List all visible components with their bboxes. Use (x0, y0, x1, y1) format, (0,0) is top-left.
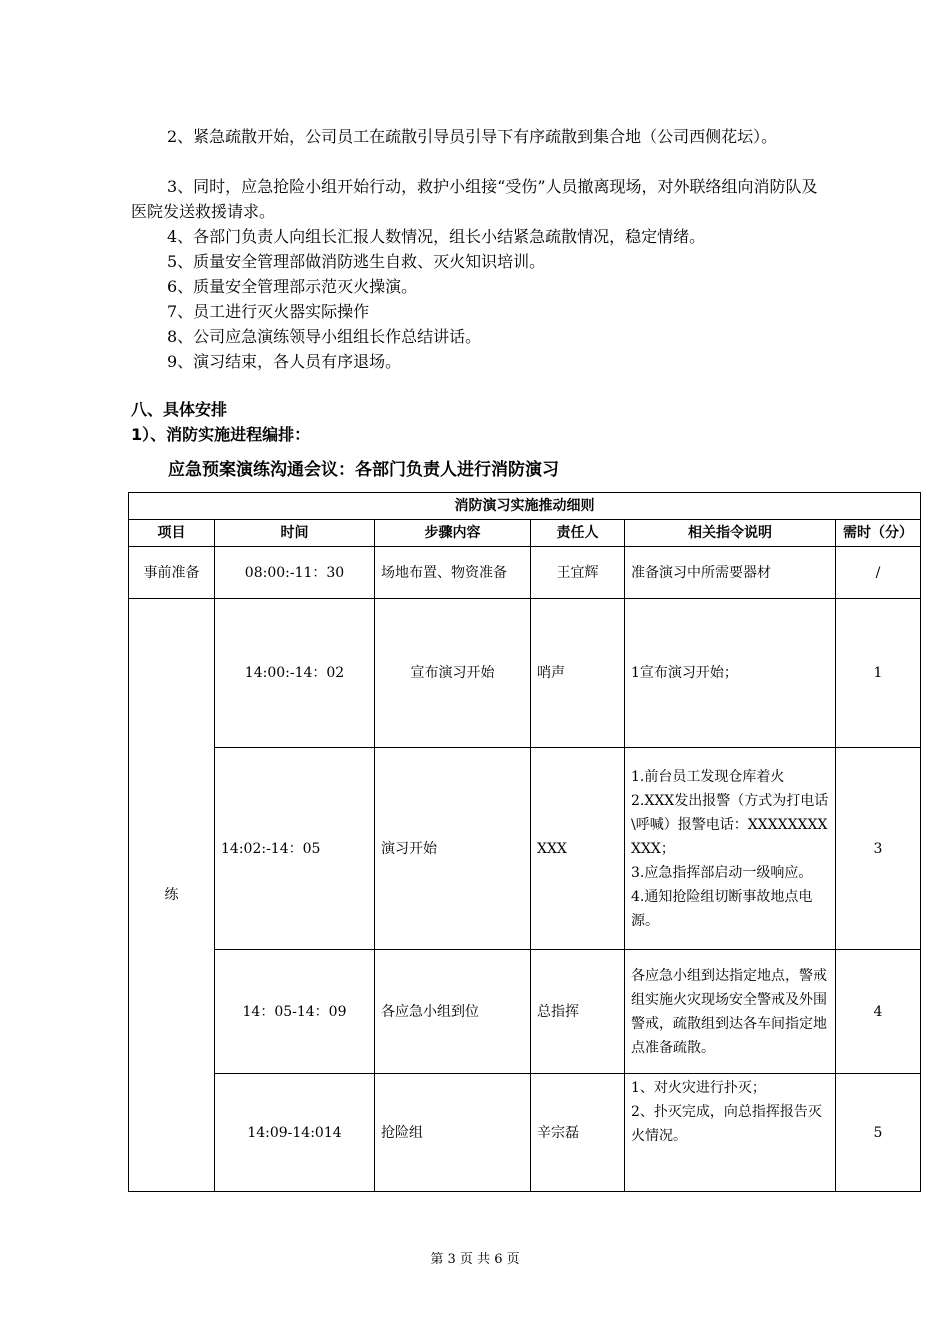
desc-line: 1宣布演习开始； (631, 665, 738, 681)
meeting-title: 应急预案演练沟通会议：各部门负责人进行消防演习 (168, 460, 559, 480)
drill-time: 14:00:-14：02 (215, 599, 375, 748)
drill-desc (625, 1074, 836, 1192)
step-4-paragraph: 4、各部门负责人向组长汇报人数情况，组长小结紧急疏散情况，稳定情绪。 (167, 227, 706, 246)
drill-step: 各应急小组到位 (375, 950, 531, 1074)
prep-minutes: / (836, 547, 921, 599)
desc-line: 各应急小组到达指定地点，警戒组实施火灾现场安全警戒及外围警戒，疏散组到达各车间指定地点准备疏散。 (631, 967, 827, 1056)
prep-desc: 准备演习中所需要器材 (625, 547, 836, 599)
drill-time: 14：05-14：09 (215, 950, 375, 1074)
step-5-paragraph: 5、质量安全管理部做消防逃生自救、灭火知识培训。 (167, 252, 546, 271)
sub-title: 1）、消防实施进程编排： (131, 425, 311, 444)
header-time: 时间 (215, 520, 375, 547)
step-9-paragraph: 9、演习结束，各人员有序退场。 (167, 352, 402, 371)
drill-minutes: 5 (836, 1074, 921, 1192)
drill-step: 演习开始 (375, 748, 531, 950)
drill-desc (625, 748, 836, 950)
drill-time: 14:02:-14：05 (215, 748, 375, 950)
table-row (129, 748, 921, 950)
drill-schedule-table (128, 492, 921, 1192)
header-desc: 相关指令说明 (625, 520, 836, 547)
drill-minutes: 1 (836, 599, 921, 748)
section-title: 八、具体安排 (131, 400, 228, 419)
desc-line: 2、扑灭完成，向总指挥报告灭火情况。 (631, 1104, 822, 1144)
step-6-paragraph: 6、质量安全管理部示范灭火操演。 (167, 277, 418, 296)
table-row (129, 950, 921, 1074)
step-7-paragraph: 7、员工进行灭火器实际操作 (167, 302, 370, 321)
step-2-paragraph: 2、紧急疏散开始，公司员工在疏散引导员引导下有序疏散到集合地（公司西侧花坛）。 (167, 127, 778, 146)
drill-time: 14:09-14:014 (215, 1074, 375, 1192)
header-minutes: 需时（分） (836, 520, 921, 547)
drill-desc (625, 599, 836, 748)
drill-minutes: 3 (836, 748, 921, 950)
desc-line: 2.XXX发出报警（方式为打电话\呼喊）报警电话：XXXXXXXXXXX； (631, 792, 829, 857)
drill-owner: XXX (531, 748, 625, 950)
prep-owner: 王宜辉 (531, 547, 625, 599)
table-row (129, 1074, 921, 1192)
page-footer: 第 3 页 共 6 页 (430, 1252, 520, 1267)
prep-item: 事前准备 (129, 547, 215, 599)
drill-owner: 哨声 (531, 599, 625, 748)
drill-step: 宣布演习开始 (375, 599, 531, 748)
desc-line: 1、对火灾进行扑灭； (631, 1080, 766, 1096)
drill-owner: 总指挥 (531, 950, 625, 1074)
table-caption: 消防演习实施推动细则 (129, 493, 921, 520)
table-row (129, 547, 921, 599)
step-3-paragraph: 3、同时，应急抢险小组开始行动，救护小组接“受伤”人员撤离现场，对外联络组向消防队及医院发送救援请求。 (131, 177, 818, 221)
table-row (129, 599, 921, 748)
desc-line: 3.应急指挥部启动一级响应。 (631, 864, 813, 881)
header-owner: 责任人 (531, 520, 625, 547)
drill-minutes: 4 (836, 950, 921, 1074)
step-8-paragraph: 8、公司应急演练领导小组组长作总结讲话。 (167, 327, 482, 346)
drill-desc (625, 950, 836, 1074)
header-step: 步骤内容 (375, 520, 531, 547)
drill-label: 练 (129, 599, 215, 1192)
prep-step: 场地布置、物资准备 (375, 547, 531, 599)
drill-owner: 辛宗磊 (531, 1074, 625, 1192)
desc-line: 4.通知抢险组切断事故地点电源。 (631, 888, 813, 929)
desc-line: 1.前台员工发现仓库着火 (631, 768, 785, 785)
drill-step: 抢险组 (375, 1074, 531, 1192)
header-item: 项目 (129, 520, 215, 547)
prep-time: 08:00:-11：30 (215, 547, 375, 599)
